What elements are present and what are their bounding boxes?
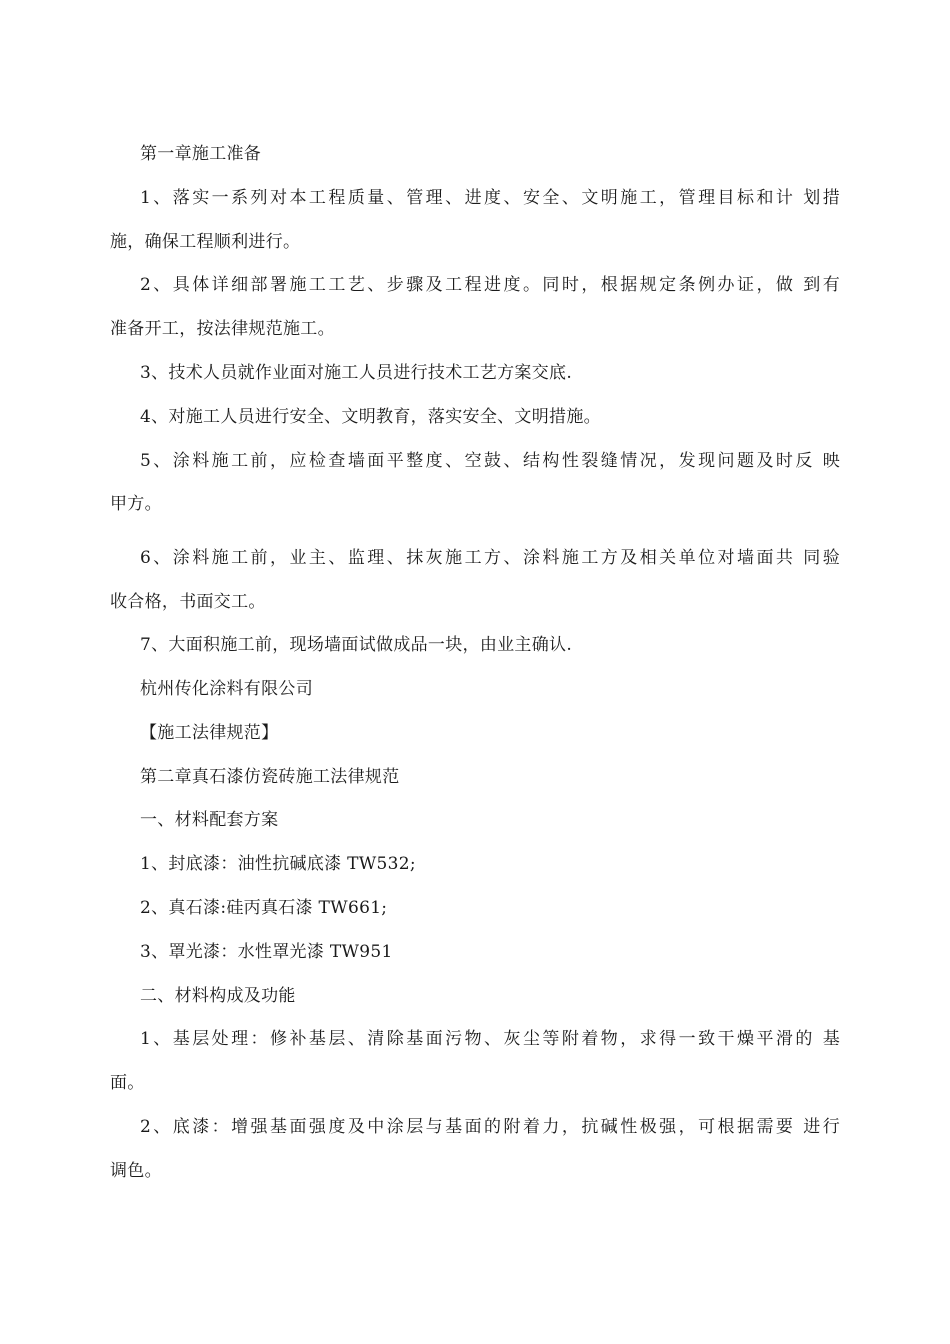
material-1-line: 1、封底漆：油性抗碱底漆 TW532; xyxy=(140,854,416,874)
item-7-line: 7、大面积施工前，现场墙面试做成品一块，由业主确认. xyxy=(140,635,573,655)
company-name: 杭州传化涂料有限公司 xyxy=(140,679,313,699)
item-5-line-2: 甲方。 xyxy=(110,494,162,514)
material-3-line: 3、罩光漆：水性罩光漆 TW951 xyxy=(140,942,393,962)
chapter-2-heading: 第二章真石漆仿瓷砖施工法律规范 xyxy=(140,767,400,787)
material-2-line: 2、真石漆:硅丙真石漆 TW661; xyxy=(140,898,388,918)
function-2-line-1: 2、底漆：增强基面强度及中涂层与基面的附着力，抗碱性极强，可根据需要 进行 xyxy=(140,1117,840,1137)
item-3-line: 3、技术人员就作业面对施工人员进行技术工艺方案交底. xyxy=(140,363,573,383)
section-bracket-heading: 【施工法律规范】 xyxy=(140,723,279,743)
item-1-line-2: 施，确保工程顺利进行。 xyxy=(110,232,301,252)
item-6-line-1: 6、涂料施工前，业主、监理、抹灰施工方、涂料施工方及相关单位对墙面共 同验 xyxy=(140,548,840,568)
item-4-line: 4、对施工人员进行安全、文明教育，落实安全、文明措施。 xyxy=(140,407,601,427)
chapter-1-heading: 第一章施工准备 xyxy=(140,144,262,164)
function-2-line-2: 调色。 xyxy=(110,1161,162,1181)
item-5-line-1: 5、涂料施工前，应检查墙面平整度、空鼓、结构性裂缝情况，发现问题及时反 映 xyxy=(140,451,840,471)
section-1-heading: 一、材料配套方案 xyxy=(140,810,279,830)
item-6-line-2: 收合格，书面交工。 xyxy=(110,592,266,612)
item-2-line-1: 2、具体详细部署施工工艺、步骤及工程进度。同时，根据规定条例办证，做 到有 xyxy=(140,275,840,295)
function-1-line-1: 1、基层处理：修补基层、清除基面污物、灰尘等附着物，求得一致干燥平滑的 基 xyxy=(140,1029,840,1049)
item-2-line-2: 准备开工，按法律规范施工。 xyxy=(110,319,335,339)
section-2-heading: 二、材料构成及功能 xyxy=(140,986,296,1006)
function-1-line-2: 面。 xyxy=(110,1073,145,1093)
item-1-line-1: 1、落实一系列对本工程质量、管理、进度、安全、文明施工，管理目标和计 划措 xyxy=(140,188,840,208)
